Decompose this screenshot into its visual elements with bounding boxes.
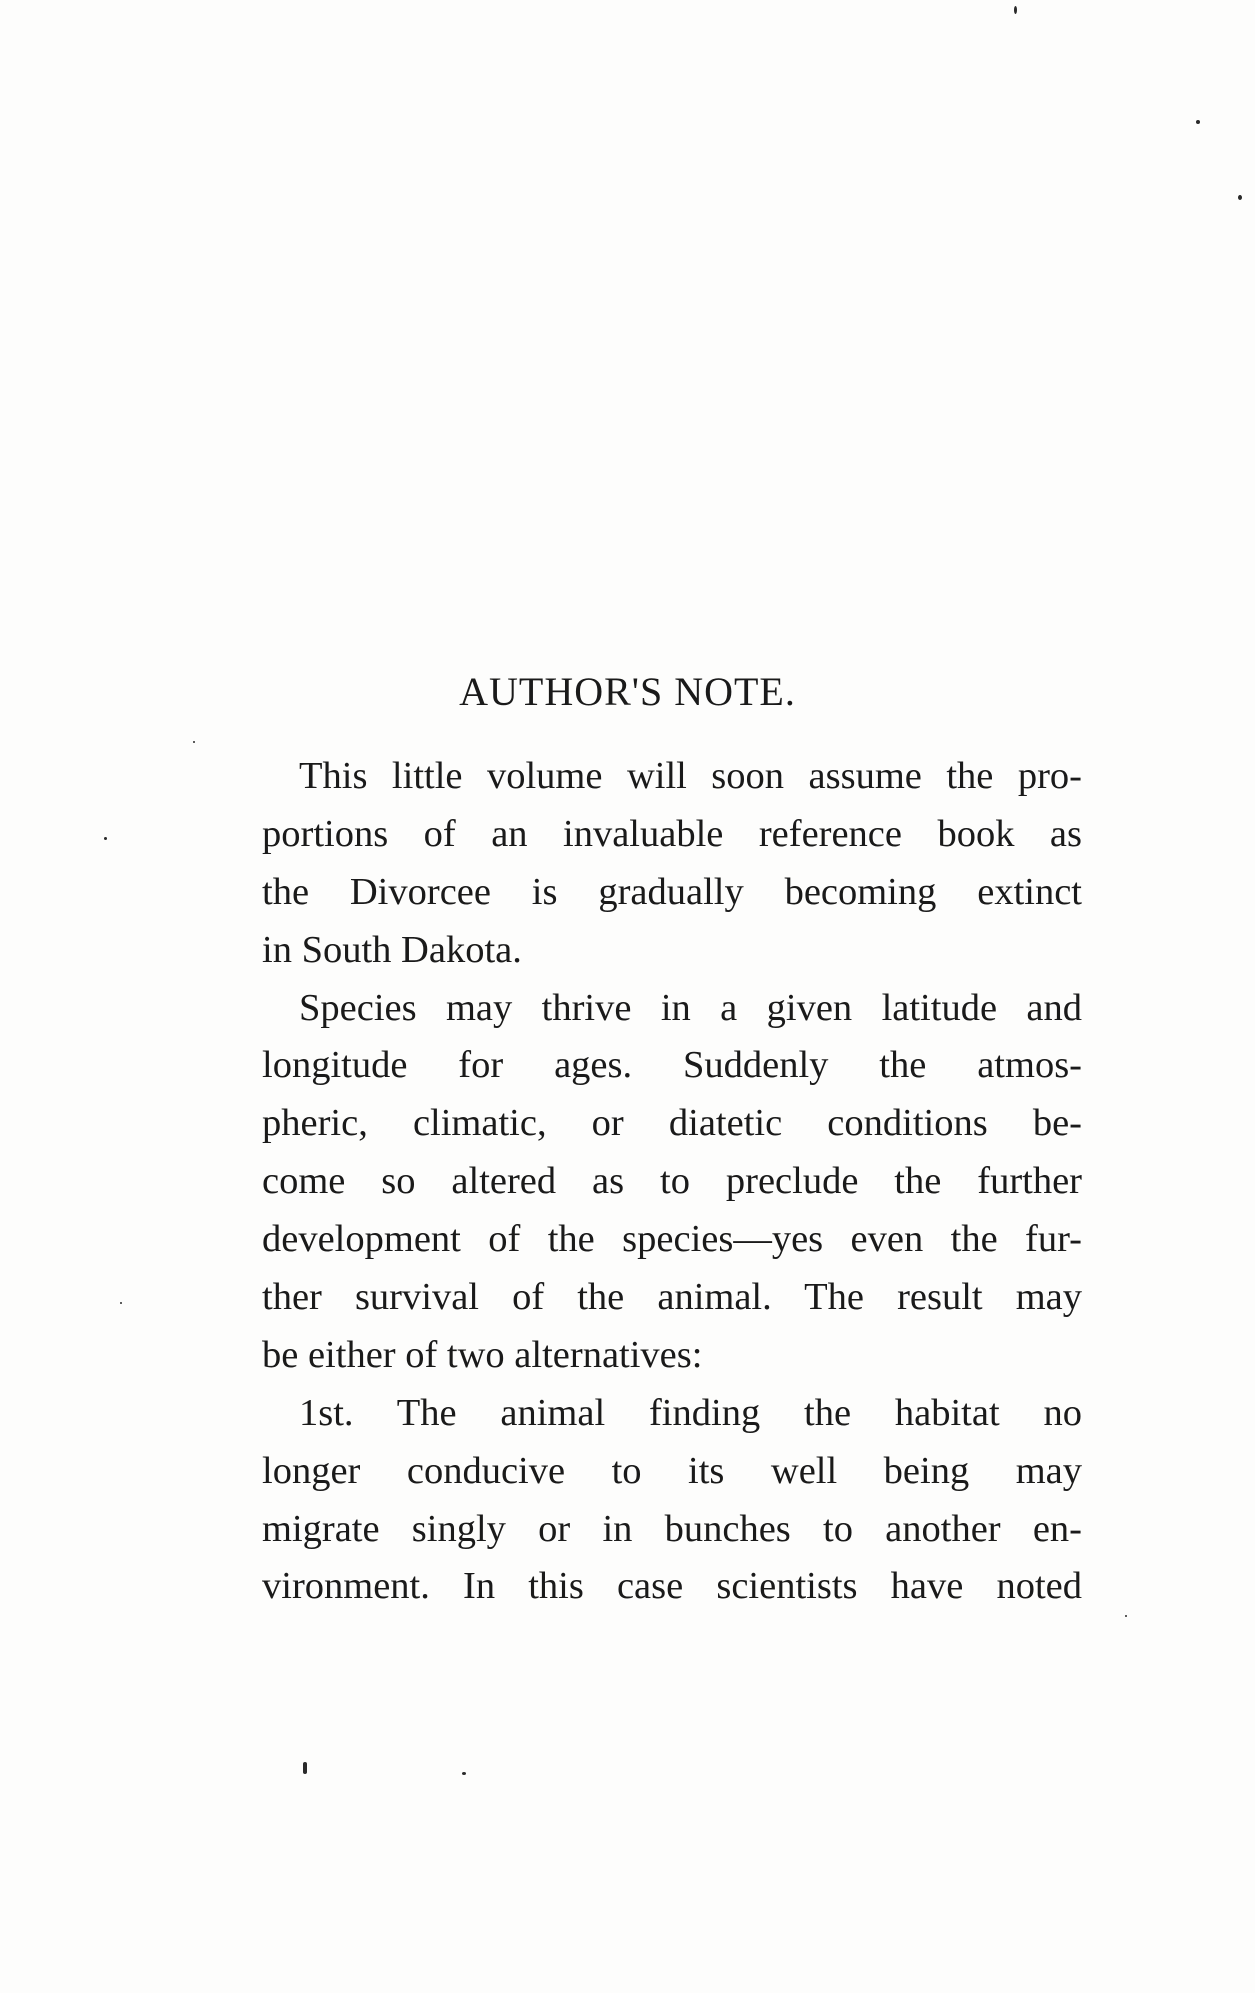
scan-speck bbox=[120, 1302, 122, 1304]
scan-speck bbox=[1238, 195, 1242, 200]
scan-speck bbox=[1014, 6, 1017, 14]
text-line: longitude for ages. Suddenly the atmos- bbox=[262, 1044, 1082, 1087]
body-text bbox=[262, 748, 1082, 1616]
text-line: come so altered as to preclude the further bbox=[262, 1160, 1082, 1203]
text-line: Species may thrive in a given latitude and bbox=[299, 986, 1082, 1029]
text-line: pheric, climatic, or diatetic conditions be- bbox=[262, 1102, 1082, 1145]
text-line: portions of an invaluable reference book as bbox=[262, 812, 1082, 855]
text-line: the Divorcee is gradually becoming extinct bbox=[262, 870, 1082, 913]
text-line: longer conducive to its well being may bbox=[262, 1449, 1082, 1492]
text-line: development of the species—yes even the fur- bbox=[262, 1218, 1082, 1261]
text-line: in South Dakota. bbox=[262, 928, 522, 971]
text-line: 1st. The animal finding the habitat no bbox=[299, 1391, 1082, 1434]
page-title: AUTHOR'S NOTE. bbox=[459, 669, 796, 714]
scan-speck bbox=[462, 1772, 466, 1775]
text-line: This little volume will soon assume the pro- bbox=[299, 755, 1082, 797]
scan-speck bbox=[104, 837, 107, 840]
text-line: migrate singly or in bunches to another en- bbox=[262, 1507, 1082, 1550]
scan-speck bbox=[1125, 1615, 1127, 1617]
text-line: ther survival of the animal. The result may bbox=[262, 1276, 1082, 1319]
text-line: vironment. In this case scientists have noted bbox=[262, 1565, 1082, 1608]
text-line: be either of two alternatives: bbox=[262, 1333, 703, 1376]
scan-speck bbox=[1196, 120, 1200, 124]
scan-speck bbox=[303, 1762, 307, 1774]
scan-speck bbox=[193, 741, 195, 743]
